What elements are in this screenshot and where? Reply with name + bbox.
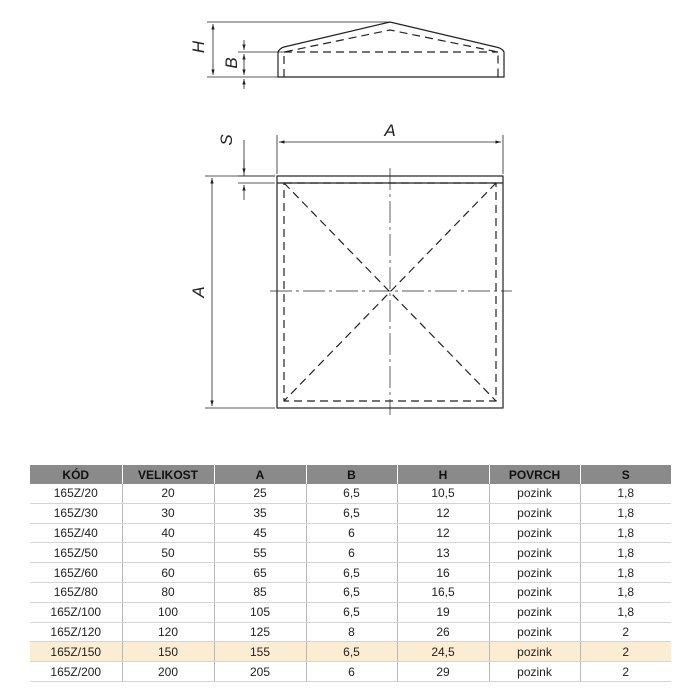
table-cell: 1,8 <box>580 484 671 503</box>
table-cell: 165Z/80 <box>30 582 122 602</box>
table-cell: 25 <box>214 484 306 503</box>
table-cell: 155 <box>214 642 306 662</box>
table-cell: 165Z/200 <box>30 662 122 682</box>
table-cell: 24,5 <box>397 642 489 662</box>
table-cell: pozink <box>489 622 580 642</box>
table-cell: 16,5 <box>397 582 489 602</box>
table-cell: 40 <box>122 523 214 543</box>
table-cell: 125 <box>214 622 306 642</box>
table-cell: 20 <box>122 484 214 503</box>
table-cell: 200 <box>122 662 214 682</box>
table-cell: pozink <box>489 642 580 662</box>
table-cell: 45 <box>214 523 306 543</box>
dim-b-label: B <box>222 57 241 69</box>
table-cell: pozink <box>489 563 580 583</box>
table-cell: pozink <box>489 662 580 682</box>
table-cell: 12 <box>397 523 489 543</box>
table-cell: 6,5 <box>306 582 397 602</box>
table-row <box>30 523 671 543</box>
table-cell: 165Z/20 <box>30 484 122 503</box>
table-cell: 2 <box>580 642 671 662</box>
table-row <box>30 484 671 503</box>
table-cell: 6,5 <box>306 563 397 583</box>
table-cell: 65 <box>214 563 306 583</box>
table-cell: 165Z/30 <box>30 503 122 523</box>
table-cell: 1,8 <box>580 563 671 583</box>
table-cell: 50 <box>122 543 214 563</box>
table-cell: 30 <box>122 503 214 523</box>
spec-table <box>30 465 671 682</box>
table-cell: 150 <box>122 642 214 662</box>
table-cell: pozink <box>489 523 580 543</box>
table-cell: 1,8 <box>580 543 671 563</box>
table-cell: pozink <box>489 602 580 622</box>
table-cell: 55 <box>214 543 306 563</box>
cap-hidden-lines <box>284 30 498 77</box>
table-cell: 1,8 <box>580 582 671 602</box>
table-cell: 85 <box>214 582 306 602</box>
table-cell: 6 <box>306 662 397 682</box>
table-cell: 16 <box>397 563 489 583</box>
table-cell: 26 <box>397 622 489 642</box>
table-cell: 6,5 <box>306 602 397 622</box>
header-povrch: POVRCH <box>489 465 580 484</box>
table-cell: 35 <box>214 503 306 523</box>
table-row <box>30 543 671 563</box>
table-row <box>30 642 671 662</box>
table-cell: 105 <box>214 602 306 622</box>
table-cell: 2 <box>580 662 671 682</box>
table-cell: 6 <box>306 543 397 563</box>
table-cell: 165Z/40 <box>30 523 122 543</box>
table-row <box>30 563 671 583</box>
table-cell: 19 <box>397 602 489 622</box>
dim-a-top-label: A <box>384 121 396 140</box>
table-cell: 1,8 <box>580 523 671 543</box>
table-cell: 10,5 <box>397 484 489 503</box>
dim-a-side-label: A <box>189 286 208 298</box>
header-velikost: VELIKOST <box>122 465 214 484</box>
table-cell: 8 <box>306 622 397 642</box>
table-cell: pozink <box>489 582 580 602</box>
header-kod: KÓD <box>30 465 122 484</box>
table-cell: 80 <box>122 582 214 602</box>
table-cell: 60 <box>122 563 214 583</box>
table-cell: 29 <box>397 662 489 682</box>
dim-s-label: S <box>217 134 236 146</box>
table-cell: 165Z/150 <box>30 642 122 662</box>
table-cell: 6,5 <box>306 503 397 523</box>
table-cell: 1,8 <box>580 503 671 523</box>
table-cell: 120 <box>122 622 214 642</box>
header-a: A <box>214 465 306 484</box>
top-view <box>205 135 512 415</box>
table-row <box>30 662 671 682</box>
table-cell: 1,8 <box>580 602 671 622</box>
table-cell: pozink <box>489 503 580 523</box>
table-cell: 2 <box>580 622 671 642</box>
table-row <box>30 503 671 523</box>
header-s: S <box>580 465 671 484</box>
table-cell: 6 <box>306 523 397 543</box>
table-cell: 165Z/50 <box>30 543 122 563</box>
table-cell: pozink <box>489 484 580 503</box>
table-row <box>30 622 671 642</box>
table-cell: 100 <box>122 602 214 622</box>
table-cell: 6,5 <box>306 484 397 503</box>
table-cell: 12 <box>397 503 489 523</box>
table-cell: 205 <box>214 662 306 682</box>
table-cell: 165Z/120 <box>30 622 122 642</box>
side-view <box>207 22 504 89</box>
header-b: B <box>306 465 397 484</box>
header-h: H <box>397 465 489 484</box>
table-cell: pozink <box>489 543 580 563</box>
table-row <box>30 582 671 602</box>
table-body <box>30 484 671 681</box>
table-cell: 165Z/60 <box>30 563 122 583</box>
dim-h-label: H <box>189 40 208 54</box>
table-cell: 6,5 <box>306 642 397 662</box>
table-header-row <box>30 465 671 484</box>
table-cell: 13 <box>397 543 489 563</box>
table-cell: 165Z/100 <box>30 602 122 622</box>
table-row <box>30 602 671 622</box>
